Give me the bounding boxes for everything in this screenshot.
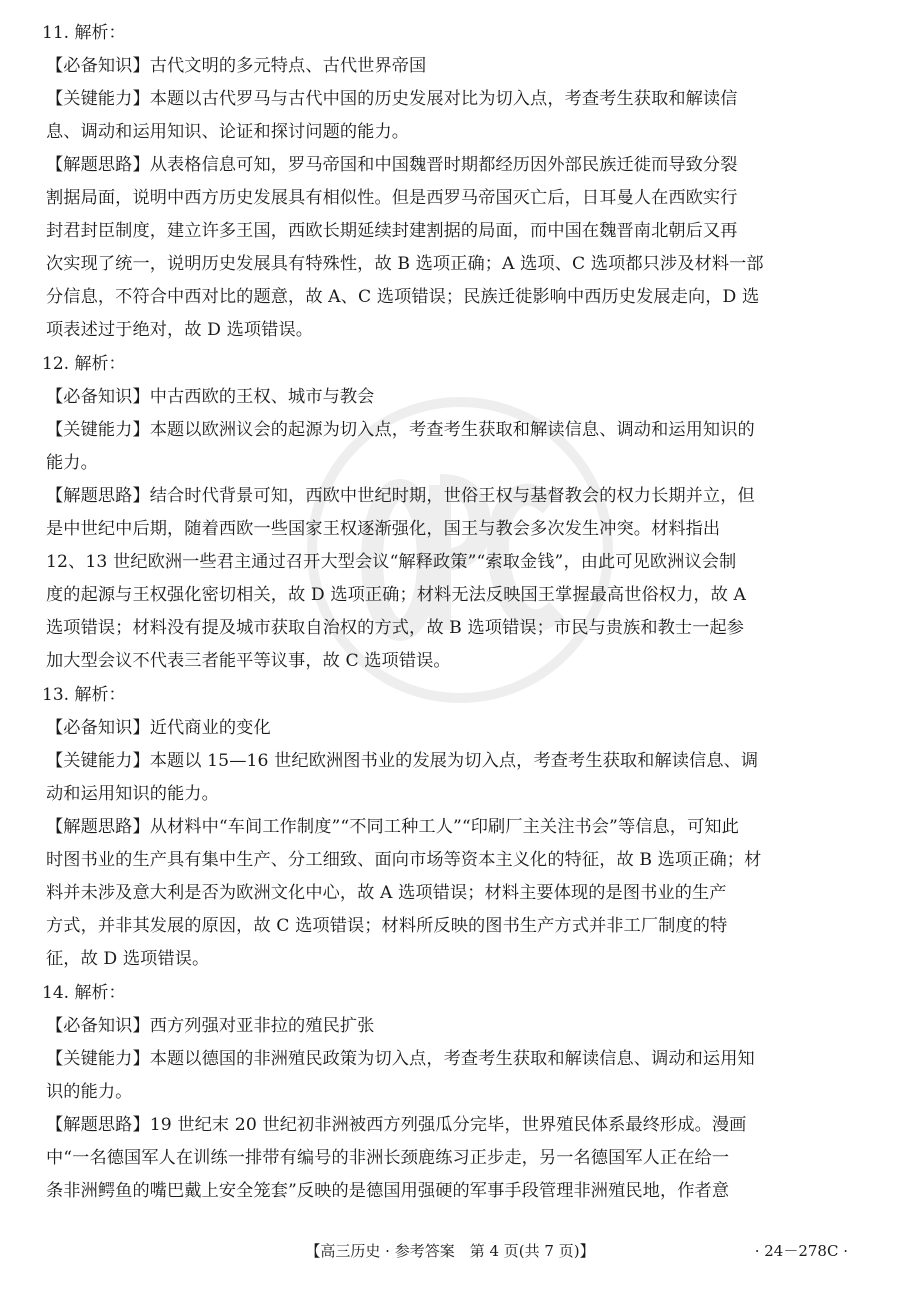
text-line: 【必备知识】近代商业的变化 — [46, 718, 271, 738]
answer-content — [42, 16, 856, 1208]
text-line: 时图书业的生产具有集中生产、分工细致、面向市场等资本主义化的特征，故 B 选项正确；材 — [46, 850, 762, 870]
text-line: 【必备知识】西方列强对亚非拉的殖民扩张 — [46, 1016, 375, 1036]
footer-page-info: 【高三历史 · 参考答案 第 4 页(共 7 页)】 — [305, 1242, 595, 1260]
question-heading: 12. 解析： — [42, 354, 126, 374]
text-line: 【必备知识】古代文明的多元特点、古代世界帝国 — [46, 56, 427, 76]
page-footer — [0, 1237, 900, 1265]
text-line: 中“一名德国军人在训练一排带有编号的非洲长颈鹿练习正步走，另一名德国军人正在给一 — [46, 1148, 730, 1168]
question-heading: 13. 解析： — [42, 685, 126, 705]
text-line: 【解题思路】从材料中“车间工作制度”“不同工种工人”“印刷厂主关注书会”等信息，可知此 — [46, 817, 739, 837]
text-line: 方式，并非其发展的原因，故 C 选项错误；材料所反映的图书生产方式并非工厂制度的特 — [46, 916, 728, 936]
text-line: 项表述过于绝对，故 D 选项错误。 — [46, 320, 314, 340]
question-block-11 — [42, 16, 856, 347]
question-heading: 11. 解析： — [42, 23, 126, 43]
text-line: 息、调动和运用知识、论证和探讨问题的能力。 — [46, 122, 410, 142]
text-line: 【解题思路】从表格信息可知，罗马帝国和中国魏晋时期都经历因外部民族迁徙而导致分裂 — [46, 155, 738, 175]
text-line: 征，故 D 选项错误。 — [46, 949, 210, 969]
text-line: 【关键能力】本题以古代罗马与古代中国的历史发展对比为切入点，考查考生获取和解读信 — [46, 89, 738, 109]
text-line: 识的能力。 — [46, 1082, 133, 1102]
text-line: 是中世纪中后期，随着西欧一些国家王权逐渐强化，国王与教会多次发生冲突。材料指出 — [46, 519, 721, 539]
text-line: 割据局面，说明中西方历史发展具有相似性。但是西罗马帝国灭亡后，日耳曼人在西欧实行 — [46, 188, 738, 208]
text-line: 次实现了统一，说明历史发展具有特殊性，故 B 选项正确；A 选项、C 选项都只涉及材料一部 — [46, 254, 764, 274]
text-line: 能力。 — [46, 453, 98, 473]
text-line: 【关键能力】本题以德国的非洲殖民政策为切入点，考查考生获取和解读信息、调动和运用知 — [46, 1049, 755, 1069]
question-block-12 — [42, 347, 856, 678]
question-block-14 — [42, 976, 856, 1208]
question-heading: 14. 解析： — [42, 983, 126, 1003]
text-line: 【解题思路】结合时代背景可知，西欧中世纪时期，世俗王权与基督教会的权力长期并立，但 — [46, 486, 755, 506]
text-line: 封君封臣制度，建立许多王国，西欧长期延续封建割据的局面，而中国在魏晋南北朝后又再 — [46, 221, 738, 241]
text-line: 分信息，不符合中西对比的题意，故 A、C 选项错误；民族迁徙影响中西历史发展走向，D 选 — [46, 287, 760, 307]
text-line: 【关键能力】本题以 15—16 世纪欧洲图书业的发展为切入点，考查考生获取和解读信息、调 — [46, 751, 759, 771]
footer-doc-code: · 24－278C · — [754, 1242, 848, 1260]
text-line: 【必备知识】中古西欧的王权、城市与教会 — [46, 387, 375, 407]
text-line: 条非洲鳄鱼的嘴巴戴上安全笼套”反映的是德国用强硬的军事手段管理非洲殖民地，作者意 — [46, 1181, 730, 1201]
text-line: 加大型会议不代表三者能平等议事，故 C 选项错误。 — [46, 651, 451, 671]
question-block-13 — [42, 678, 856, 976]
text-line: 【关键能力】本题以欧洲议会的起源为切入点，考查考生获取和解读信息、调动和运用知识的 — [46, 420, 755, 440]
text-line: 【解题思路】19 世纪末 20 世纪初非洲被西方列强瓜分完毕，世界殖民体系最终形成。漫画 — [46, 1115, 747, 1135]
text-line: 12、13 世纪欧洲一些君主通过召开大型会议“解释政策”“索取金钱”，由此可见欧洲议会制 — [46, 552, 737, 572]
text-line: 料并未涉及意大利是否为欧洲文化中心，故 A 选项错误；材料主要体现的是图书业的生产 — [46, 883, 727, 903]
text-line: 动和运用知识的能力。 — [46, 784, 219, 804]
text-line: 度的起源与王权强化密切相关，故 D 选项正确；材料无法反映国王掌握最高世俗权力，故 A — [46, 585, 747, 605]
text-line: 选项错误；材料没有提及城市获取自治权的方式，故 B 选项错误；市民与贵族和教士一起参 — [46, 618, 745, 638]
